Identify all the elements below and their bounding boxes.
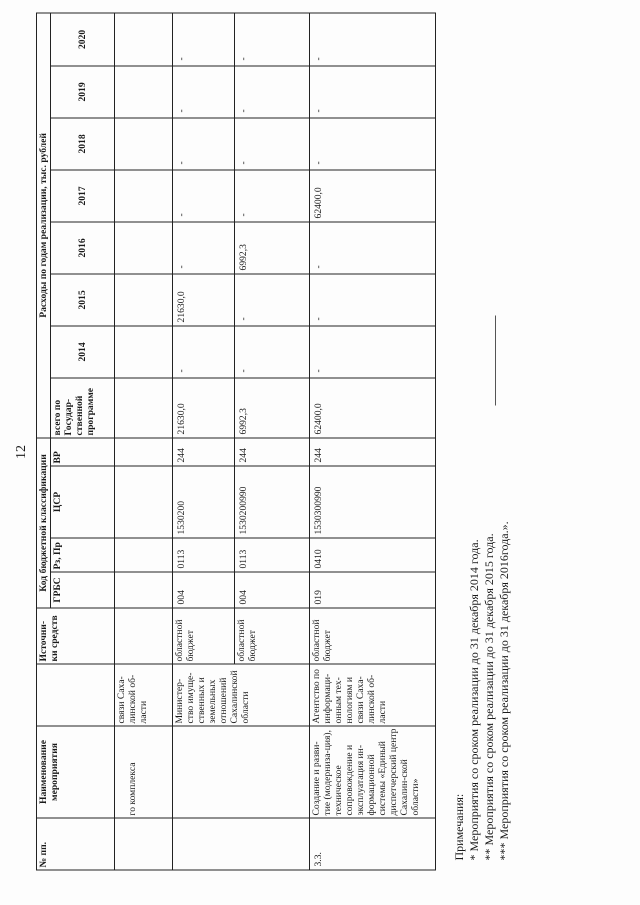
notes-block [452, 521, 512, 860]
row-year-2014: - [173, 326, 235, 378]
row-grbs: 019 [310, 572, 436, 608]
header-grbs: ГРБС [51, 572, 115, 608]
row-vr: 244 [310, 438, 436, 466]
row-year-2018: - [310, 118, 436, 170]
row-year-2018: - [235, 118, 310, 170]
header-rz-pr: Рз, Пр [51, 538, 115, 572]
header-year-2019: 2019 [51, 66, 115, 118]
row-year-2015 [115, 274, 173, 326]
row-name: Создание и разви-тие (модерниза-ция), техническое сопровождение и эксплуатация ин-формационной системы «Единый диспетчерский центр Сахалин-ской области» [310, 726, 436, 818]
row-year-2015: - [235, 274, 310, 326]
row-year-2016 [115, 222, 173, 274]
header-expenses: Расходы по годам реализации, тыс. рублей [37, 13, 51, 438]
row-year-2020 [115, 13, 173, 66]
header-name: Наименование мероприятия [37, 726, 115, 818]
row-executor: Министер-ство имуще-ственных и земельных отношений Сахалинской области [173, 664, 310, 726]
row-total: 62400,0 [310, 378, 436, 438]
row-csr: 1530200990 [235, 466, 310, 538]
row-csr [115, 466, 173, 538]
row-year-2016: - [173, 222, 235, 274]
header-year-2015: 2015 [51, 274, 115, 326]
row-year-2015: 21630,0 [173, 274, 235, 326]
row-name [173, 726, 310, 818]
header-total: всего по Государ-ственной программе [51, 378, 115, 438]
row-year-2019 [115, 66, 173, 118]
row-source: областной бюджет [173, 608, 235, 664]
header-row-1 [37, 13, 51, 870]
row-year-2016: 6992,3 [235, 222, 310, 274]
row-grbs [115, 572, 173, 608]
note-item: ** Мероприятия со сроком реализации до 31 декабря 2015 года. [482, 533, 496, 861]
row-year-2014: - [310, 326, 436, 378]
row-num [173, 818, 310, 870]
header-budget-code: Код бюджетной классификации [37, 438, 51, 608]
header-year-2020: 2020 [51, 13, 115, 66]
row-csr: 1530200 [173, 466, 235, 538]
row-year-2020: - [173, 13, 235, 66]
row-source [115, 608, 173, 664]
page-number: 12 [14, 445, 29, 459]
row-total [115, 378, 173, 438]
row-rz-pr: 0113 [235, 538, 310, 572]
header-year-2018: 2018 [51, 118, 115, 170]
row-grbs: 004 [235, 572, 310, 608]
row-rz-pr [115, 538, 173, 572]
row-year-2015: - [310, 274, 436, 326]
row-year-2018 [115, 118, 173, 170]
notes-title: Примечания: [452, 793, 466, 861]
header-vr: ВР [51, 438, 115, 466]
row-year-2016: - [310, 222, 436, 274]
row-source: областной бюджет [310, 608, 436, 664]
row-name: го комплекса [115, 726, 173, 818]
row-year-2017: 62400,0 [310, 170, 436, 222]
table-row [173, 13, 235, 870]
row-vr [115, 438, 173, 466]
rotated-page [10, 10, 630, 895]
row-rz-pr: 0113 [173, 538, 235, 572]
header-year-2017: 2017 [51, 170, 115, 222]
row-total: 6992,3 [235, 378, 310, 438]
header-executor [37, 664, 115, 726]
row-year-2017 [115, 170, 173, 222]
table-row [310, 13, 436, 870]
row-source: областной бюджет [235, 608, 310, 664]
row-year-2017: - [173, 170, 235, 222]
header-num: № пп. [37, 818, 115, 870]
row-rz-pr: 0410 [310, 538, 436, 572]
header-source: Источни-ки средств [37, 608, 115, 664]
row-executor: связи Саха-линской об-ласти [115, 664, 173, 726]
expenses-table [36, 12, 436, 870]
row-executor: Агентство по информаци-онным тех-нологиям и связи Саха-линской об-ласти [310, 664, 436, 726]
row-year-2017: - [235, 170, 310, 222]
row-year-2020: - [235, 13, 310, 66]
row-csr: 1530300990 [310, 466, 436, 538]
header-csr: ЦСР [51, 466, 115, 538]
header-year-2014: 2014 [51, 326, 115, 378]
header-year-2016: 2016 [51, 222, 115, 274]
row-num [115, 818, 173, 870]
row-vr: 244 [173, 438, 235, 466]
end-rule [495, 316, 496, 406]
row-year-2019: - [173, 66, 235, 118]
row-total: 21630,0 [173, 378, 235, 438]
row-grbs: 004 [173, 572, 235, 608]
row-year-2019: - [310, 66, 436, 118]
note-item: * Мероприятия со сроком реализации до 31 декабря 2014 года. [467, 539, 481, 861]
row-year-2014 [115, 326, 173, 378]
row-year-2018: - [173, 118, 235, 170]
note-item: *** Мероприятия со сроком реализации до 31 декабря 2016года.». [497, 521, 511, 861]
row-year-2019: - [235, 66, 310, 118]
row-year-2014: - [235, 326, 310, 378]
table-row [115, 13, 173, 870]
row-vr: 244 [235, 438, 310, 466]
row-num: 3.3. [310, 818, 436, 870]
row-year-2020: - [310, 13, 436, 66]
